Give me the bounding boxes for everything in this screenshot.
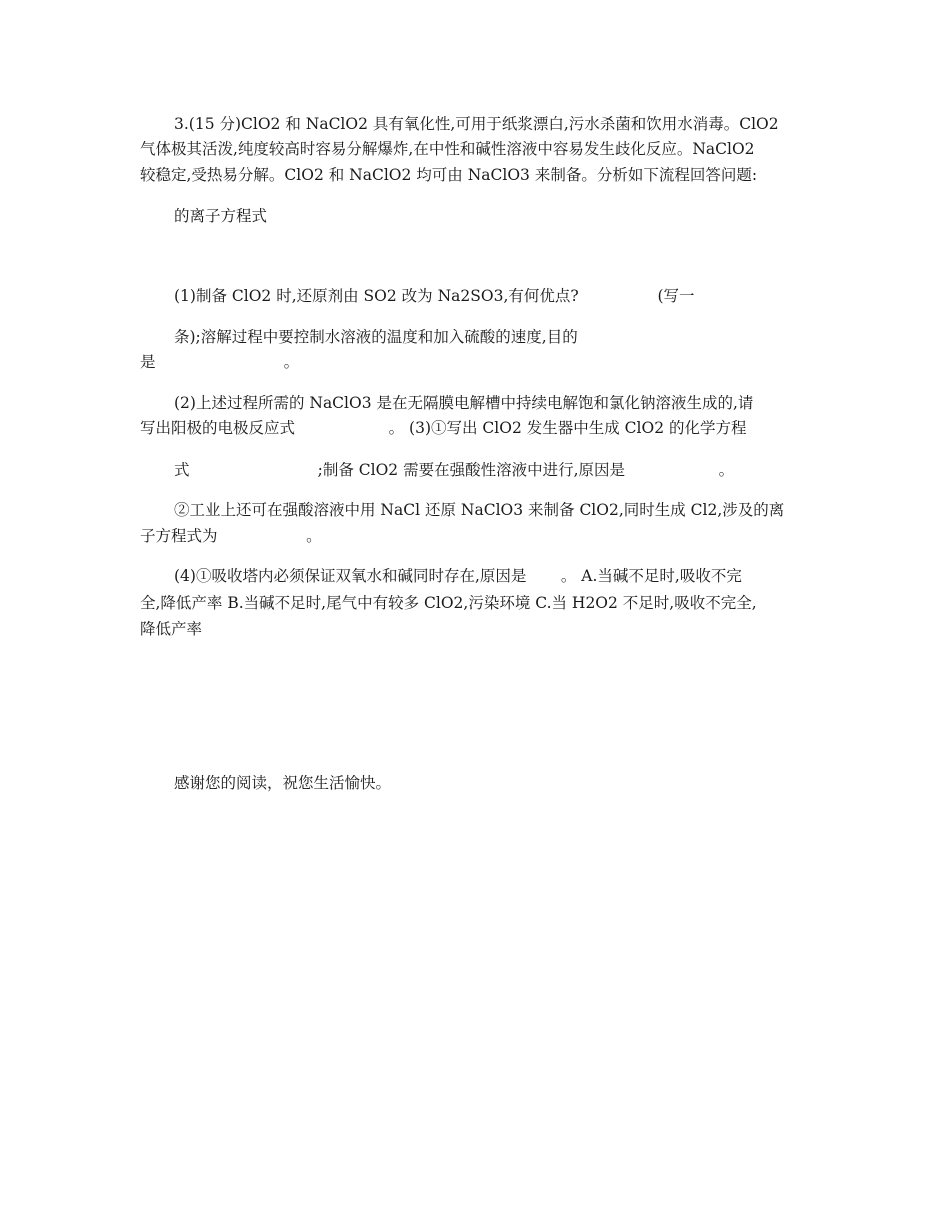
part-3-line-3: 子方程式为 。 bbox=[140, 527, 322, 545]
question-intro-line-1: 3.(15 分)ClO2 和 NaClO2 具有氧化性,可用于纸浆漂白,污水杀菌和饮用水消毒。ClO2 bbox=[174, 115, 779, 133]
part-1-line-2: 条);溶解过程中要控制水溶液的温度和加入硫酸的速度,目的 bbox=[174, 328, 578, 346]
part-4-line-3: 降低产率 bbox=[140, 620, 203, 638]
part-1-line-3: 是 。 bbox=[140, 353, 300, 371]
part-4-line-2: 全,降低产率 B.当碱不足时,尾气中有较多 ClO2,污染环境 C.当 H2O2 不足时,吸收不完全, bbox=[140, 594, 757, 612]
part-2-line-1: (2)上述过程所需的 NaClO3 是在无隔膜电解槽中持续电解饱和氯化钠溶液生成的,请 bbox=[174, 394, 754, 412]
ionic-equation-fragment: 的离子方程式 bbox=[174, 207, 268, 225]
part-1-line-1: (1)制备 ClO2 时,还原剂由 SO2 改为 Na2SO3,有何优点? (写一 bbox=[174, 287, 695, 305]
part-3-line-1: 式 ;制备 ClO2 需要在强酸性溶液中进行,原因是 。 bbox=[174, 461, 735, 479]
question-intro-line-3: 较稳定,受热易分解。ClO2 和 NaClO2 均可由 NaClO3 来制备。分析如下流程回答问题: bbox=[140, 166, 758, 184]
part-3-line-2: ②工业上还可在强酸溶液中用 NaCl 还原 NaClO3 来制备 ClO2,同时生成 Cl2,涉及的离 bbox=[174, 501, 785, 519]
closing-text: 感谢您的阅读，祝您生活愉快。 bbox=[174, 774, 392, 792]
part-2-line-2: 写出阳极的电极反应式 。 (3)①写出 ClO2 发生器中生成 ClO2 的化学方程 bbox=[140, 419, 747, 437]
question-intro-line-2: 气体极其活泼,纯度较高时容易分解爆炸,在中性和碱性溶液中容易发生歧化反应。NaClO2 bbox=[140, 140, 755, 158]
part-4-line-1: (4)①吸收塔内必须保证双氧水和碱同时存在,原因是 。 A.当碱不足时,吸收不完 bbox=[174, 567, 742, 585]
